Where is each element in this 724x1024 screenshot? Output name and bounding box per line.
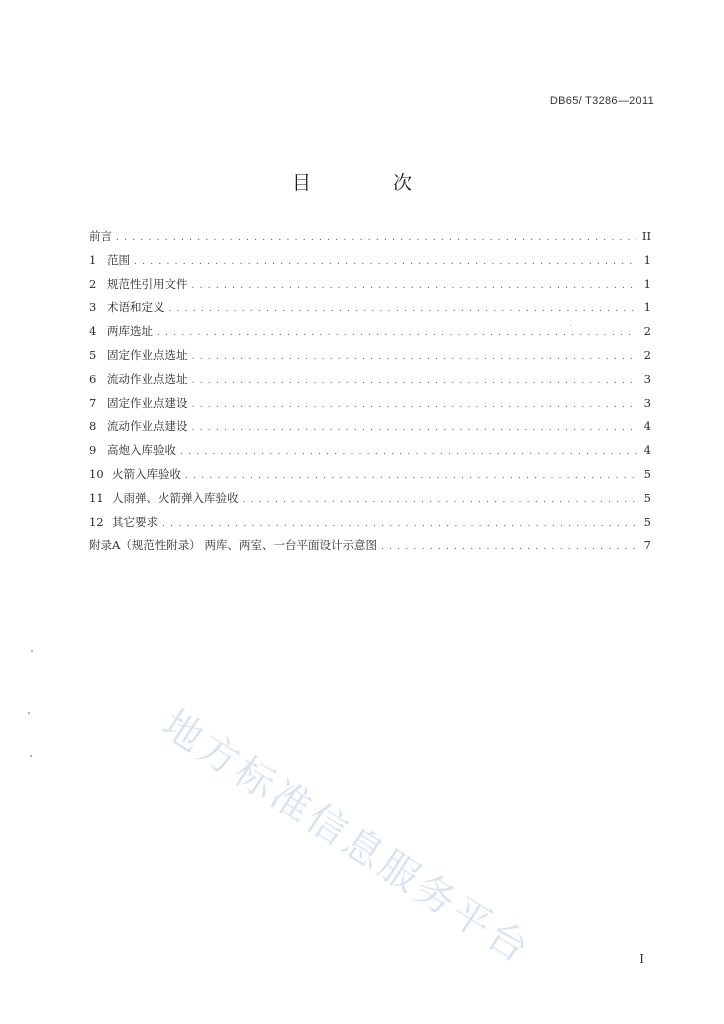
toc-entry-3[interactable] [89, 299, 651, 323]
toc-entry-6[interactable] [89, 371, 651, 395]
toc-entry-number: 4 [89, 324, 97, 339]
toc-entry-5[interactable] [89, 347, 651, 371]
toc-entry-number: 2 [89, 276, 97, 291]
toc-entry-11[interactable] [89, 490, 651, 514]
toc-entry-label: 其它要求 [112, 514, 158, 529]
toc-entry-foreword[interactable] [89, 228, 651, 252]
toc-entry-label: 火箭入库验收 [112, 466, 181, 481]
toc-entry-page: 1 [643, 300, 651, 315]
toc-entry-number: 3 [89, 300, 97, 315]
toc-entry-label: 流动作业点选址 [107, 371, 188, 386]
toc-entry-9[interactable] [89, 442, 651, 466]
toc-leader-dots [134, 254, 637, 270]
toc-entry-7[interactable] [89, 395, 651, 419]
toc-entry-number: 5 [89, 347, 97, 362]
toc-entry-label: 两库选址 [107, 324, 153, 339]
toc-entry-page: 1 [643, 276, 651, 291]
toc-leader-dots [381, 539, 637, 555]
table-of-contents [89, 228, 651, 561]
toc-entry-4[interactable] [89, 323, 651, 347]
toc-entry-1[interactable] [89, 252, 651, 276]
toc-entry-label: 附录A（规范性附录） 两库、两室、一台平面设计示意图 [89, 538, 377, 553]
toc-leader-dots [192, 373, 638, 389]
toc-entry-number: 6 [89, 371, 97, 386]
toc-leader-dots [192, 420, 638, 436]
toc-leader-dots [185, 468, 637, 484]
toc-leader-dots [192, 349, 638, 365]
toc-entry-page: 7 [643, 538, 651, 553]
toc-entry-label: 高炮入库验收 [107, 443, 176, 458]
toc-entry-page: 5 [643, 490, 651, 505]
toc-entry-appendix-a[interactable] [89, 537, 651, 561]
toc-entry-number: 8 [89, 419, 97, 434]
toc-entry-number: 10 [89, 466, 104, 481]
toc-leader-dots [162, 516, 637, 532]
toc-entry-number: 12 [89, 514, 104, 529]
toc-entry-page: 3 [643, 371, 651, 386]
toc-entry-page: II [641, 229, 651, 243]
toc-entry-8[interactable] [89, 418, 651, 442]
toc-entry-label: 范围 [107, 252, 130, 267]
toc-entry-page: 2 [643, 324, 651, 339]
toc-entry-number: 11 [89, 490, 104, 505]
scan-speck [28, 712, 30, 714]
toc-entry-number: 9 [89, 443, 97, 458]
toc-entry-label: 人雨弹、火箭弹入库验收 [112, 490, 239, 505]
toc-entry-label: 流动作业点建设 [107, 419, 188, 434]
toc-leader-dots [192, 397, 638, 413]
toc-entry-page: 3 [643, 395, 651, 410]
toc-entry-label: 固定作业点建设 [107, 395, 188, 410]
toc-entry-page: 2 [643, 347, 651, 362]
toc-entry-page: 5 [643, 514, 651, 529]
toc-entry-page: 1 [643, 252, 651, 267]
page-title: 目 次 [291, 172, 451, 194]
page-number: I [639, 952, 644, 966]
scan-speck [30, 755, 32, 757]
toc-leader-dots [180, 444, 637, 460]
toc-leader-dots [157, 325, 637, 341]
toc-leader-dots [169, 301, 638, 317]
toc-leader-dots [116, 230, 637, 246]
toc-entry-12[interactable] [89, 514, 651, 538]
scan-speck [570, 325, 571, 326]
toc-entry-page: 4 [643, 419, 651, 434]
toc-entry-10[interactable] [89, 466, 651, 490]
toc-entry-number: 1 [89, 252, 97, 267]
toc-entry-page: 5 [643, 466, 651, 481]
toc-entry-number: 7 [89, 395, 97, 410]
standard-code: DB65/ T3286—2011 [549, 95, 654, 107]
toc-entry-label: 固定作业点选址 [107, 347, 188, 362]
toc-entry-label: 术语和定义 [107, 300, 165, 315]
toc-leader-dots [243, 492, 638, 508]
toc-entry-label: 规范性引用文件 [107, 276, 188, 291]
scan-speck [31, 650, 33, 652]
toc-entry-2[interactable] [89, 276, 651, 300]
watermark-text: 地方标准信息服务平台 [153, 702, 539, 975]
toc-entry-label: 前言 [89, 229, 112, 243]
toc-leader-dots [192, 278, 638, 294]
toc-entry-page: 4 [643, 443, 651, 458]
